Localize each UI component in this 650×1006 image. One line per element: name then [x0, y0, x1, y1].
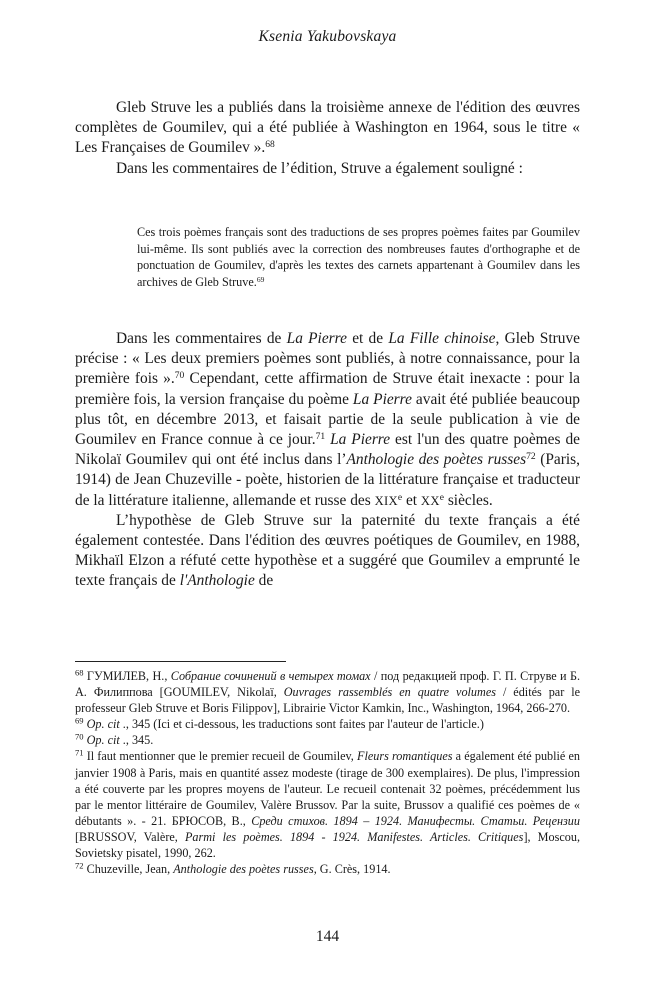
paragraph-text: Dans les commentaires de l’édition, Struve a également souligné :: [116, 159, 523, 177]
work-title: La Pierre: [352, 390, 412, 408]
text-run: Dans les commentaires de: [116, 330, 287, 347]
footnote-ref-72[interactable]: 72: [526, 450, 536, 462]
text-run: L’hypothèse de Gleb Struve sur la paternité du texte français a été également contestée. Dans l'édition des œuvres poétiques de Goumilev, en 1988, Mikhaïl Elzon a réfuté cette hypothèse et a suggéré que Goumilev a emprunté le texte français de: [75, 511, 580, 590]
footnote-69: [75, 716, 580, 732]
ordinal-suffix: e: [397, 491, 403, 503]
footnote-separator: [75, 661, 286, 662]
op-cit: Op. cit: [86, 717, 120, 732]
footnote-ref-68[interactable]: 68: [265, 139, 275, 151]
text-run: avait été publiée beaucoup plus tôt, en décembre 2013, et faisait partie de la seule publication à vie de Goumilev en France connue à ce jour.: [75, 390, 580, 449]
work-title: La Pierre: [286, 330, 347, 347]
work-title: Anthologie des poètes russes: [346, 451, 527, 469]
footnote-ref-70[interactable]: 70: [174, 370, 185, 382]
page-number: 144: [315, 928, 340, 945]
body-top: [75, 98, 580, 179]
paragraph-3: [75, 329, 580, 511]
footnotes: [75, 668, 580, 877]
work-title: La Fille chinoise: [388, 330, 496, 347]
text-run: Cependant, cette affirmation de Struve était inexacte : pour la première fois, la version française du poème: [75, 370, 581, 408]
text-run: / édités par le professeur Gleb Struve et Boris Filippov], Librairie Victor Kamkin, Inc., Washington, 1964, 266-270.: [75, 685, 581, 716]
paragraph-text: Gleb Struve les a publiés dans la troisième annexe de l'édition des œuvres complètes de Goumilev, qui a été publiée à Washington en 1964, sous le titre « Les Françaises de Goumilev ».: [75, 99, 580, 157]
paragraph-2: [75, 159, 580, 179]
work-title: Ouvrages rassemblés en quatre volumes: [283, 685, 496, 700]
text-run: siècles.: [443, 491, 493, 509]
text-run: , Gleb Struve précise : « Les deux premiers poèmes sont publiés, à notre connaissance, pour la première fois ».: [75, 330, 580, 388]
century-numeral: XX: [420, 493, 440, 508]
footnote-72: [75, 861, 580, 877]
footnote-68: [75, 668, 580, 716]
footnote-ref-69[interactable]: 69: [256, 274, 265, 284]
work-title: Fleurs romantiques: [357, 749, 453, 764]
footnote-number: 70: [75, 731, 84, 742]
quote-text: Ces trois poèmes français sont des traductions de ses propres poèmes faites par Goumilev lui-même. Ils sont publiés avec la correction des nombreuses fautes d'orthographe et de ponctuation de Goumilev, d'après les textes des carnets appartenant à Goumilev dans les archives de Gleb Struve.: [137, 225, 580, 289]
text-run: a également été publié en janvier 1908 à Paris, mais en quantité assez modeste (tirage de 300 exemplaires). De plus, l'impression a été couverte par les propres moyens de l'auteur. Le recueil contenait 32 poèmes, précédemment lus par le mentor littéraire de Goumilev, Valère Brussov. Par la suite, Brussov a qualifié ces poèmes de « débutants ». - 21. БРЮСОВ, В.,: [75, 749, 580, 828]
text-run: et de: [346, 330, 389, 347]
text-run: et: [402, 491, 421, 509]
text-run: ], Moscou, Sovietsky pisatel, 1990, 262.: [75, 829, 580, 861]
text-run: (Paris, 1914) de Jean Chuzeville - poète, historien de la littérature française et traducteur de la littérature italienne, allemande et russe des: [75, 451, 580, 509]
text-run: [BRUSSOV, Valère,: [75, 829, 185, 844]
op-cit: Op. cit: [86, 733, 120, 748]
work-title: l'Anthologie: [179, 572, 255, 590]
running-title: Ksenia Yakubovskaya: [258, 28, 397, 45]
text-run: est l'un des quatre poèmes de Nikolaï Goumilev qui ont été inclus dans l’: [75, 431, 580, 469]
text-run: ., 345.: [119, 733, 154, 748]
work-title: Parmi les poèmes. 1894 - 1924. Manifestes. Articles. Critiques: [184, 829, 524, 844]
block-quote: [137, 224, 580, 290]
ordinal-suffix: e: [439, 491, 444, 503]
footnote-70: [75, 732, 580, 748]
work-title: Anthologie des poètes russes: [173, 862, 314, 877]
text-run: Il faut mentionner que le premier recueil de Goumilev,: [83, 749, 358, 764]
text-run: Chuzeville, Jean,: [83, 862, 174, 877]
footnote-number: 72: [75, 860, 84, 871]
work-title: Собрание сочинений в четырех томах: [170, 669, 371, 683]
text-run: ГУМИЛЕВ, Н.,: [83, 669, 171, 683]
text-run: de: [254, 572, 274, 590]
paragraph-4: [75, 511, 580, 592]
work-title: La Pierre: [330, 431, 391, 449]
text-run: , G. Crès, 1914.: [313, 862, 391, 877]
footnote-number: 68: [75, 667, 84, 678]
footnote-ref-71[interactable]: 71: [315, 430, 326, 442]
text-run: ., 345 (Ici et ci-dessous, les traductions sont faites par l'auteur de l'article.): [119, 717, 484, 732]
century-numeral: XIX: [374, 493, 398, 508]
footnote-71: [75, 748, 580, 861]
text-run: / под редакцией проф. Г. П. Струве и Б. А. Филиппова [GOUMILEV, Nikolaï,: [75, 669, 580, 700]
paragraph-1: [75, 98, 580, 159]
body-main: [75, 329, 580, 592]
footnote-number: 71: [75, 747, 84, 758]
footnote-number: 69: [75, 715, 84, 726]
work-title: Среди стихов. 1894 – 1924. Манифесты. Статьи. Рецензии: [251, 813, 580, 828]
